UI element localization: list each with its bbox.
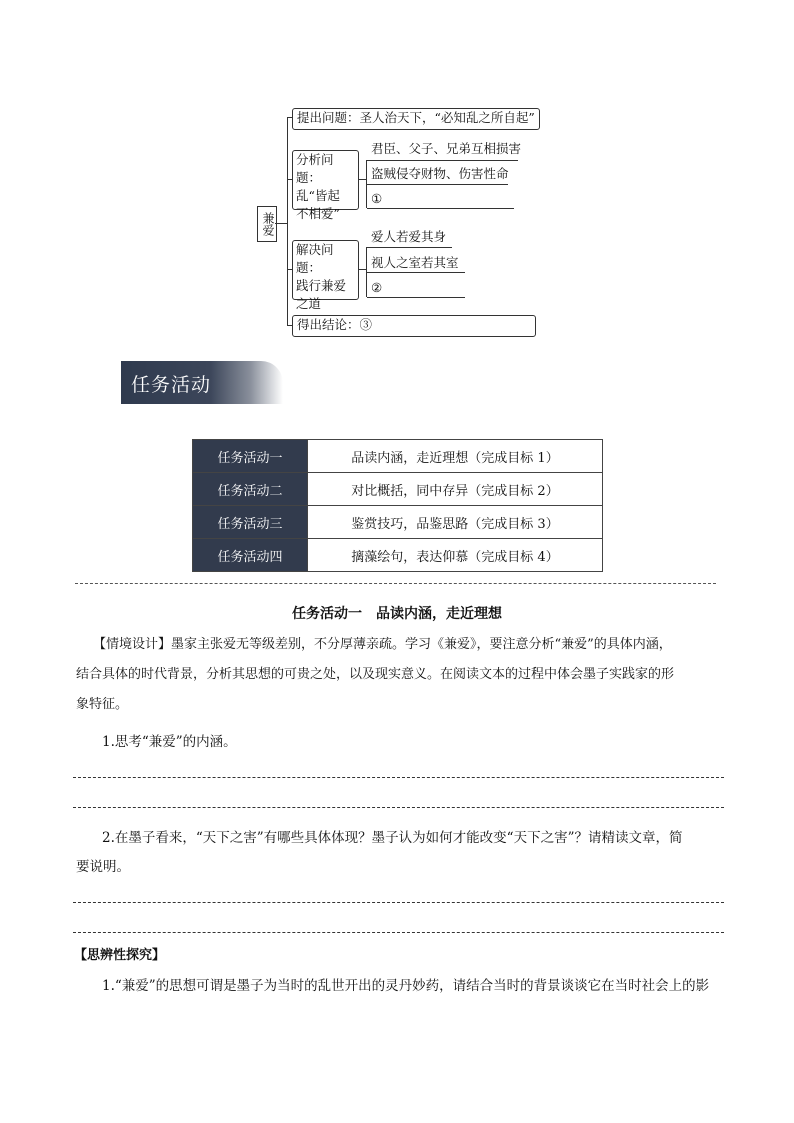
section-divider <box>75 583 716 584</box>
table-row <box>193 539 603 572</box>
branch-solve-l3: 之道 <box>296 296 322 311</box>
banner-title: 任务活动 <box>131 374 212 396</box>
branch-analyze-l2: 乱“皆起 <box>296 188 340 203</box>
section-banner <box>121 361 283 404</box>
analyze-item-3: ① <box>371 191 383 206</box>
solve-item-1-line <box>367 247 452 248</box>
section-title: 任务活动一 品读内涵，走近理想 <box>292 606 502 622</box>
branch-solve-l1: 解决问题： <box>296 242 334 275</box>
task-name: 任务活动一 <box>193 440 308 473</box>
mindmap-root <box>257 206 277 242</box>
analyze-item-3-line <box>367 208 514 209</box>
solve-item-3: ② <box>371 280 383 295</box>
task-name: 任务活动二 <box>193 473 308 506</box>
question-2-line-2: 要说明。 <box>76 859 130 875</box>
task-desc: 摛藻绘句，表达仰慕（完成目标 4） <box>308 539 603 572</box>
inquiry-heading: 【思辨性探究】 <box>74 948 166 963</box>
answer-line <box>73 902 724 903</box>
task-name: 任务活动三 <box>193 506 308 539</box>
answer-line <box>73 807 724 808</box>
answer-line <box>73 777 724 778</box>
branch-solve-l2: 践行兼爱 <box>296 278 347 293</box>
tasks-table <box>192 439 603 572</box>
branch-propose-text: 提出问题：圣人治天下，“必知乱之所自起” <box>297 110 535 125</box>
task-desc: 品读内涵，走近理想（完成目标 1） <box>308 440 603 473</box>
solve-item-3-line <box>367 297 465 298</box>
analyze-item-1: 君臣、父子、兄弟互相损害 <box>371 141 522 156</box>
branch-propose <box>292 108 540 130</box>
task-name: 任务活动四 <box>193 539 308 572</box>
trunk-h <box>275 223 287 224</box>
task-desc: 对比概括，同中存异（完成目标 2） <box>308 473 603 506</box>
analyze-connector-h <box>359 179 366 180</box>
branch-analyze-l1: 分析问题： <box>296 152 334 185</box>
branch-analyze <box>292 150 359 221</box>
solve-item-2-line <box>367 272 465 273</box>
branch-solve <box>292 240 359 311</box>
solve-connector-h <box>359 269 366 270</box>
analyze-item-2-line <box>367 184 508 185</box>
branch-conclusion-text: 得出结论：③ <box>297 317 373 332</box>
task-desc: 鉴赏技巧，品鉴思路（完成目标 3） <box>308 506 603 539</box>
analyze-item-2: 盗贼侵夺财物、伤害性命 <box>371 166 509 181</box>
question-1: 1.思考“兼爱”的内涵。 <box>102 734 237 750</box>
answer-line <box>73 932 724 933</box>
inquiry-item-1: 1.“兼爱”的思想可谓是墨子为当时的乱世开出的灵丹妙药，请结合当时的背景谈谈它在当时社会上的影 <box>102 978 710 994</box>
table-row <box>193 473 603 506</box>
analyze-item-1-line <box>367 160 518 161</box>
design-line-2: 结合具体的时代背景，分析其思想的可贵之处，以及现实意义。在阅读文本的过程中体会墨子实践家的形 <box>76 667 675 682</box>
trunk-v <box>287 118 288 325</box>
question-2-line-1: 2.在墨子看来，“天下之害”有哪些具体体现？墨子认为如何才能改变“天下之害”？请精读文章，简 <box>102 830 683 846</box>
solve-item-2: 视人之室若其室 <box>371 255 459 270</box>
table-row <box>193 506 603 539</box>
branch-conclusion <box>292 315 536 337</box>
branch-analyze-l3: 不相爱” <box>296 206 340 221</box>
mindmap-root-label: 兼爱 <box>261 212 275 236</box>
design-line-1: 【情境设计】墨家主张爱无等级差别，不分厚薄亲疏。学习《兼爱》，要注意分析“兼爱”的具体内涵， <box>93 637 672 652</box>
design-line-3: 象特征。 <box>76 697 129 712</box>
solve-item-1: 爱人若爱其身 <box>371 229 447 244</box>
table-row <box>193 440 603 473</box>
